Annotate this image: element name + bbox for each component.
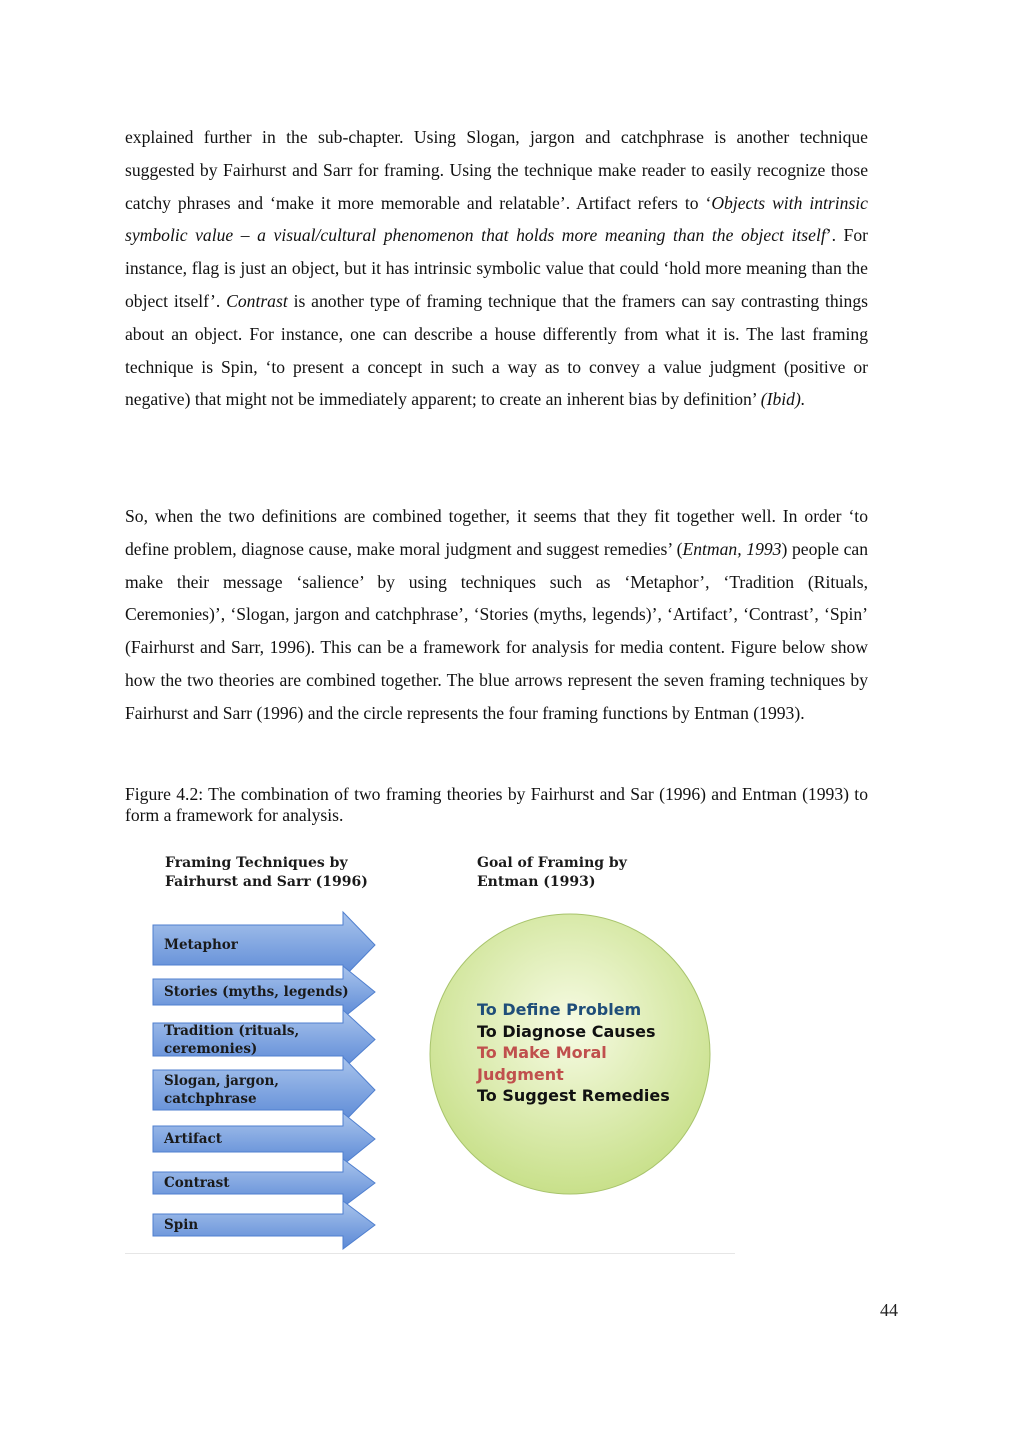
- technique-label: [164, 1174, 230, 1192]
- p1-italic-1: Objects with intrinsic symbolic value – a visual/cultural phenomenon that holds more meaning than the object itself: [125, 192, 868, 246]
- technique-arrow: [153, 1113, 375, 1165]
- goal-item: To Make Moral: [477, 1043, 607, 1062]
- p2-text-1: So, when the two definitions are combined together, it seems that they fit together well. In order ‘to define problem, diagnose cause, make moral judgment and suggest remedies’ (: [125, 506, 868, 559]
- goal-item: To Define Problem: [477, 1000, 642, 1019]
- p1-text-2: ’. For instance, flag is just an object, but it has intrinsic symbolic value that could ‘hold more meaning than the object itself’.: [125, 225, 868, 311]
- technique-label-line: Tradition (rituals,: [164, 1022, 300, 1039]
- technique-label: [164, 983, 349, 1001]
- technique-label: [164, 1072, 279, 1108]
- technique-label-line: ceremonies): [164, 1040, 258, 1057]
- technique-label-line: Slogan, jargon,: [164, 1073, 279, 1089]
- techniques-heading-line-1: Framing Techniques by: [165, 855, 348, 871]
- technique-label: [164, 936, 238, 954]
- technique-label: [164, 1022, 299, 1058]
- technique-label-line: catchphrase: [164, 1091, 257, 1107]
- goals-heading-line-1: Goal of Framing by: [477, 855, 627, 871]
- technique-arrow: [153, 1159, 375, 1207]
- body-paragraph-2: [125, 500, 868, 730]
- techniques-heading-line-2: Fairhurst and Sarr (1996): [165, 874, 368, 890]
- technique-arrow: [153, 1201, 375, 1249]
- p1-italic-2: Contrast: [226, 290, 288, 311]
- technique-label-line: Artifact: [164, 1131, 222, 1147]
- p1-text-1: explained further in the sub-chapter. Using Slogan, jargon and catchphrase is another technique suggested by Fairhurst and Sarr for framing. Using the technique make reader to easily recognize those catchy phrases and ‘make it more memorable and relatable’. Artifact refers to ‘: [125, 127, 868, 213]
- technique-label: [164, 1216, 198, 1234]
- goal-item: To Suggest Remedies: [477, 1086, 670, 1105]
- goals-list: [477, 999, 727, 1107]
- goals-heading: [477, 854, 627, 892]
- framing-framework-figure: [125, 845, 737, 1255]
- techniques-heading: [165, 854, 368, 892]
- page-number: 44: [880, 1300, 898, 1320]
- goal-item: Judgment: [477, 1064, 564, 1084]
- technique-label-line: Contrast: [164, 1175, 230, 1191]
- technique-label-line: Spin: [164, 1217, 199, 1233]
- p1-italic-3: (Ibid).: [760, 389, 806, 410]
- technique-label-line: Stories (myths, legends): [164, 984, 349, 1000]
- goal-item: To Diagnose Causes: [477, 1021, 656, 1041]
- figure-caption: Figure 4.2: The combination of two framing theories by Fairhurst and Sar (1996) and Entman (1993) to form a framework for analysis.: [125, 784, 868, 825]
- goals-heading-line-2: Entman (1993): [477, 874, 596, 890]
- p1-text-3: is another type of framing technique that the framers can say contrasting things about an object. For instance, one can describe a house differently from what it is. The last framing technique is Spin, ‘to present a concept in such a way as to convey a value judgment (positive or negative) that might not be immediately apparent; to create an inherent bias by definition’: [125, 290, 868, 410]
- technique-label: [164, 1130, 222, 1148]
- p2-italic-1: Entman, 1993: [682, 538, 782, 559]
- p2-text-2: ) people can make their message ‘salience’ by using techniques such as ‘Metaphor’, ‘Tradition (Rituals, Ceremonies)’, ‘Slogan, jargon and catchphrase’, ‘Stories (myths, legends)’, ‘Artifact’, ‘Contrast’, ‘Spin’ (Fairhurst and Sarr, 1996). This can be a framework for analysis for media content. Figure below show how the two theories are combined together. The blue arrows represent the seven framing techniques by Fairhurst and Sarr (1996) and the circle represents the four framing functions by Entman (1993).: [125, 538, 868, 723]
- technique-label-line: Metaphor: [164, 937, 238, 953]
- figure-bottom-divider: [125, 1253, 735, 1254]
- body-paragraph-1: [125, 121, 868, 416]
